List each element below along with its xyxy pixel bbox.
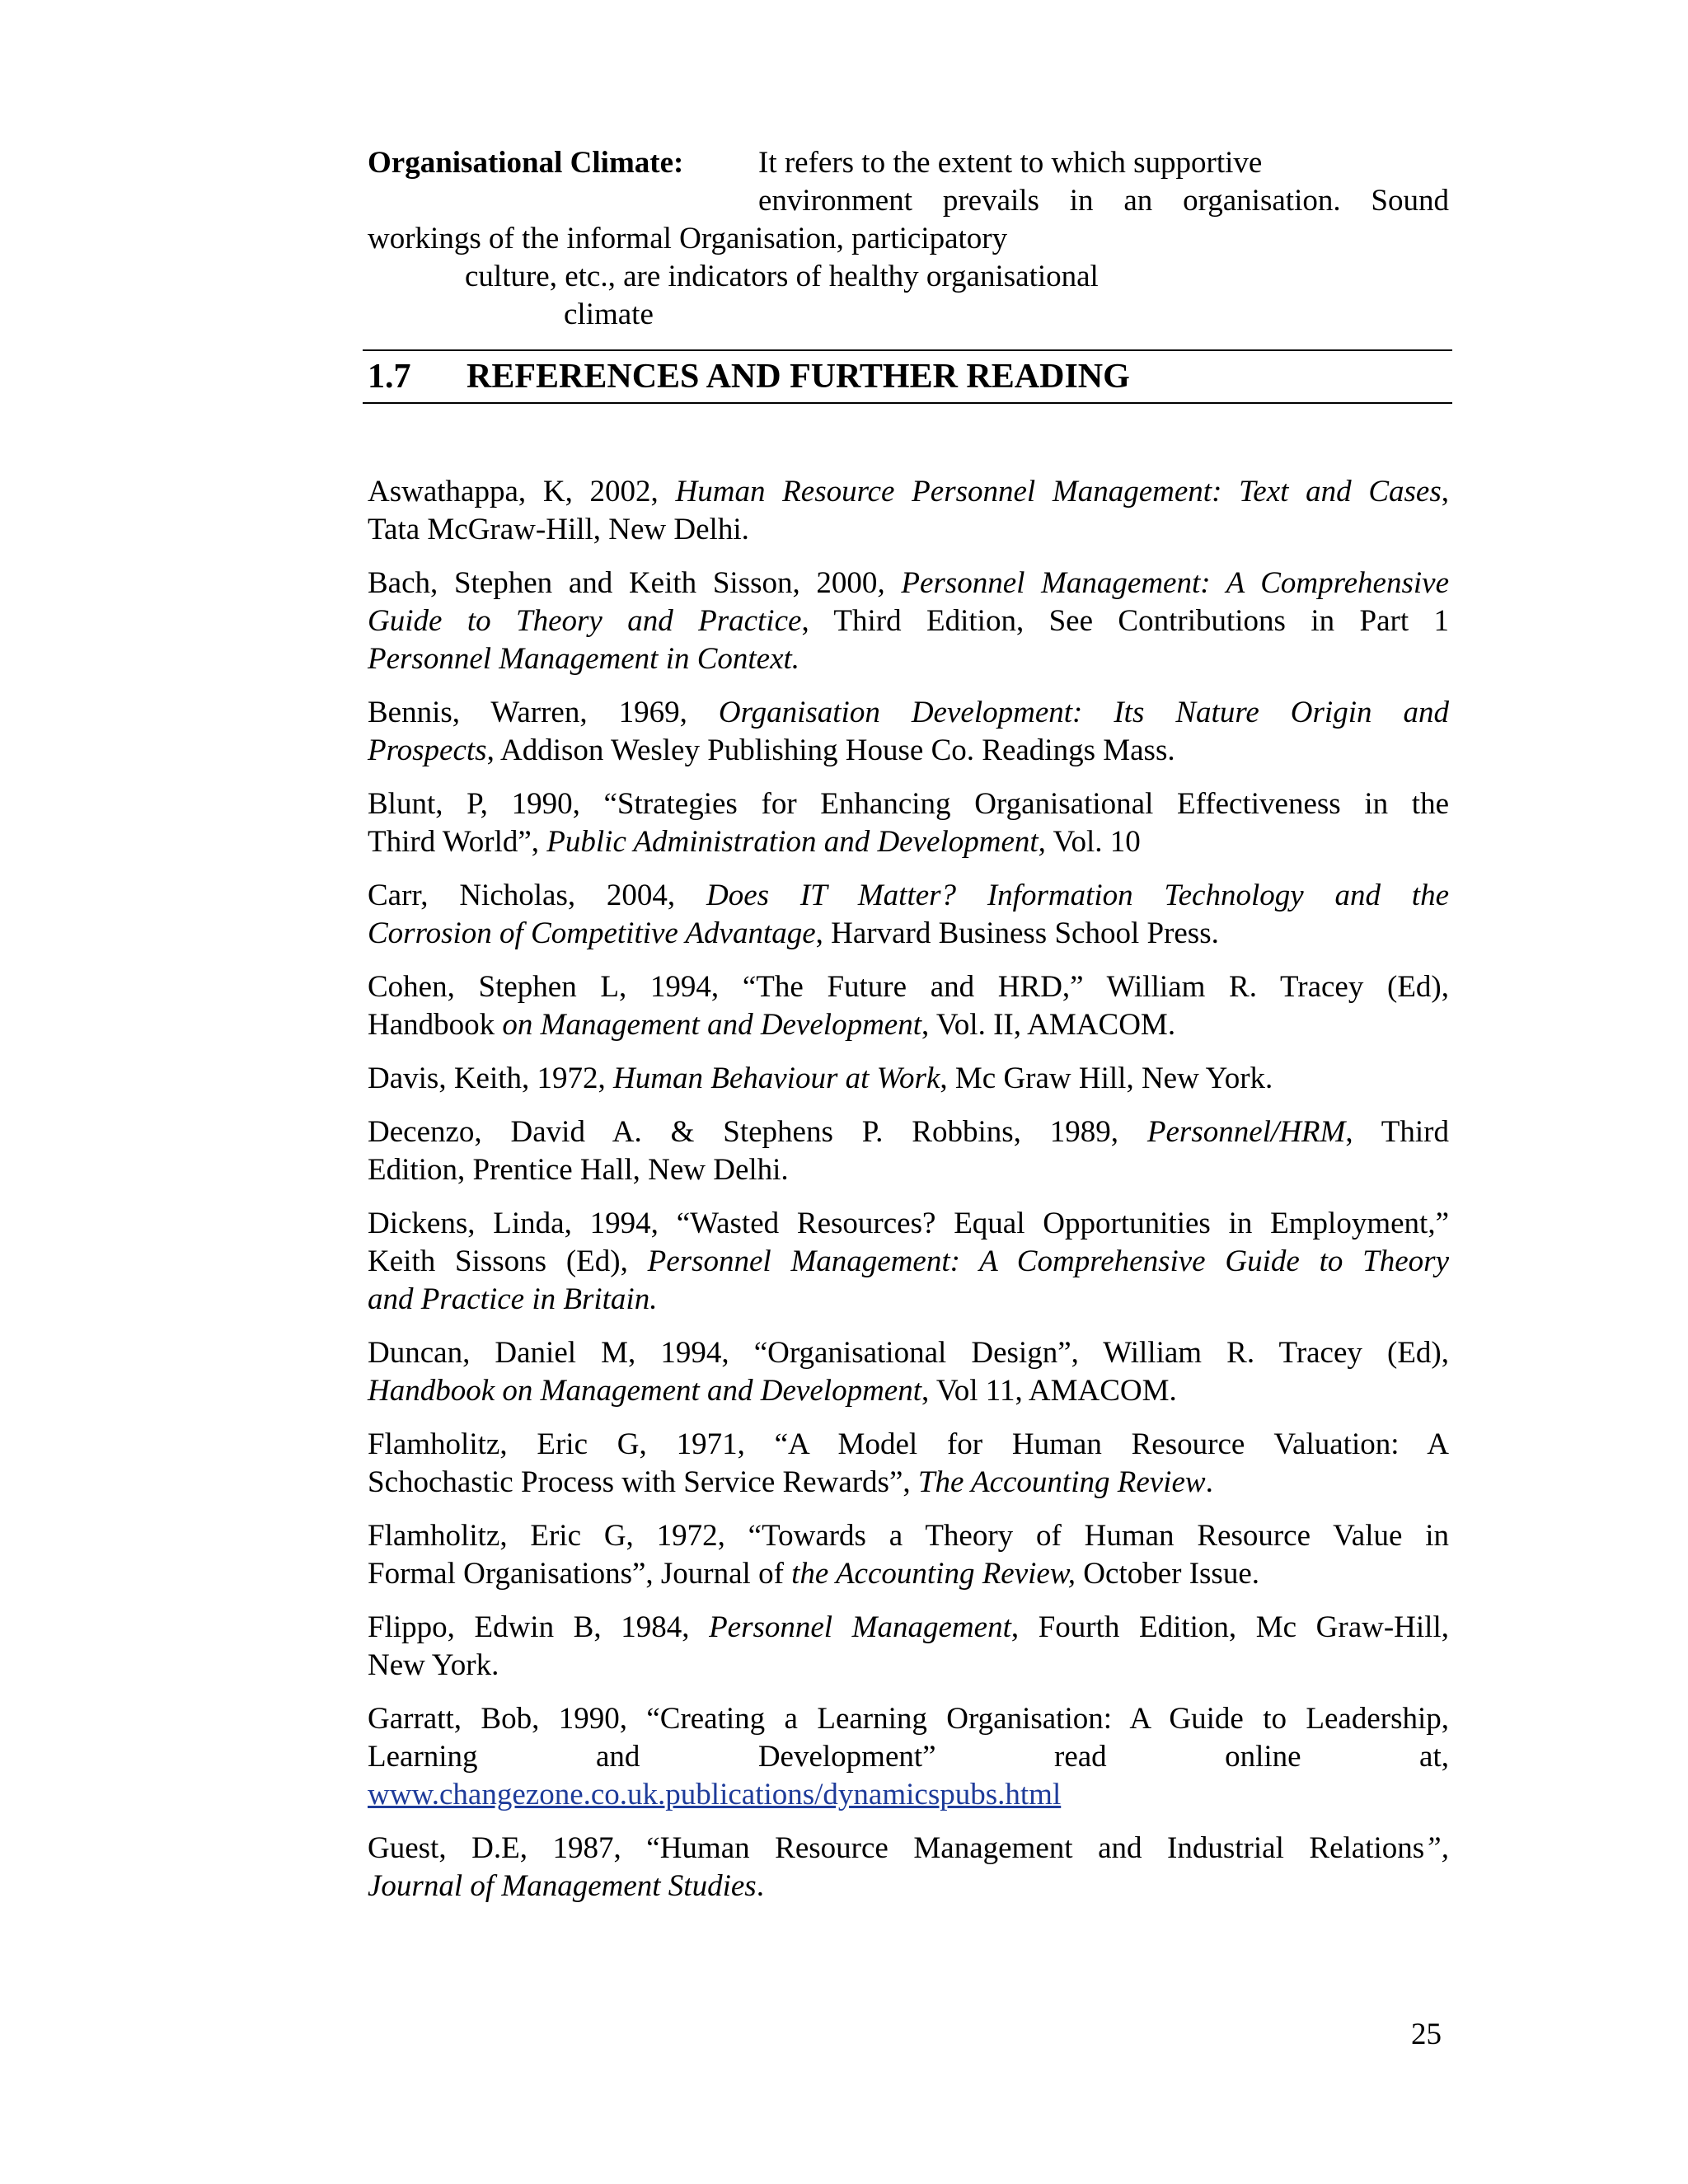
- reference-url-link[interactable]: www.changezone.co.uk.publications/dynamicspubs.html: [368, 1778, 1062, 1811]
- glossary-definition-line: workings of the informal Organisation, participatory: [368, 222, 1008, 255]
- reference-line: [368, 915, 1449, 953]
- section-number: 1.7: [368, 358, 411, 396]
- reference-text: , Vol. II, AMACOM.: [921, 1008, 1176, 1042]
- reference-item: [368, 1113, 1449, 1189]
- reference-text: Formal Organisations”, Journal of: [368, 1557, 792, 1591]
- reference-text: Third World”,: [368, 825, 547, 859]
- reference-text: , Vol 11, AMACOM.: [921, 1374, 1177, 1408]
- reference-line: [368, 1113, 1449, 1151]
- reference-italic-text: Guide to Theory and Practice: [368, 604, 802, 638]
- reference-line: [368, 1647, 1449, 1685]
- reference-line: [368, 732, 1449, 770]
- reference-line: [368, 694, 1449, 732]
- reference-italic-text: Human Behaviour at Work: [613, 1062, 940, 1095]
- reference-item: [368, 968, 1449, 1044]
- reference-italic-text: ”,: [1424, 1831, 1449, 1865]
- reference-line: [368, 1060, 1449, 1098]
- reference-item: [368, 1205, 1449, 1319]
- reference-text: Cohen, Stephen L, 1994, “The Future and HRD,” William R. Tracey (Ed),: [368, 970, 1449, 1004]
- reference-line: [368, 1205, 1449, 1243]
- reference-text: Bach, Stephen and Keith Sisson, 2000: [368, 566, 878, 600]
- reference-line: [368, 1151, 1449, 1189]
- reference-line: [368, 1830, 1449, 1868]
- reference-italic-text: The Accounting Review: [917, 1465, 1206, 1499]
- glossary-definition-line: climate: [564, 298, 654, 331]
- reference-text: Dickens, Linda, 1994, “Wasted Resources? Equal Opportunities in Employment,”: [368, 1207, 1449, 1240]
- reference-text: Learning and Development” read online at,: [368, 1740, 1449, 1774]
- reference-line: [368, 1555, 1449, 1593]
- reference-italic-text: , Personnel Management: A Comprehensive: [877, 566, 1449, 600]
- reference-text: Tata McGraw-Hill, New Delhi.: [368, 513, 749, 546]
- glossary-definition-line: environment prevails in an organisation. Sound: [758, 184, 1449, 218]
- reference-line: [368, 785, 1449, 823]
- reference-line: [368, 968, 1449, 1006]
- reference-text: Decenzo, David A. & Stephens P. Robbins, 1989,: [368, 1115, 1147, 1149]
- reference-line: [368, 473, 1449, 511]
- reference-line: [368, 1334, 1449, 1372]
- reference-text: .: [1205, 1465, 1213, 1499]
- reference-text: Guest, D.E, 1987, “Human Resource Management and Industrial Relations: [368, 1831, 1425, 1865]
- reference-text: Aswathappa, K, 2002,: [368, 475, 676, 509]
- reference-line: [368, 1372, 1449, 1410]
- reference-line: [368, 565, 1449, 602]
- reference-text: Keith Sissons (Ed),: [368, 1244, 648, 1278]
- reference-line: [368, 1243, 1449, 1281]
- reference-italic-text: Does IT Matter? Information Technology and the: [706, 879, 1449, 912]
- reference-italic-text: Personnel Management: [709, 1610, 1011, 1644]
- reference-text: Davis, Keith, 1972,: [368, 1062, 614, 1095]
- reference-italic-text: Handbook on Management and Development: [368, 1374, 921, 1408]
- reference-text: October Issue.: [1076, 1557, 1259, 1591]
- reference-text: ,: [1441, 475, 1450, 509]
- reference-text: , Harvard Business School Press.: [815, 916, 1219, 950]
- reference-text: Garratt, Bob, 1990, “Creating a Learning Organisation: A Guide to Leadership,: [368, 1702, 1449, 1736]
- reference-list: [368, 473, 1449, 1921]
- reference-italic-text: Organisation Development: Its Nature Origin and: [718, 696, 1449, 729]
- glossary-first-row: [368, 144, 1449, 182]
- reference-italic-text: Journal of Management Studies: [368, 1869, 757, 1903]
- reference-text: , Third Edition, See Contributions in Part 1: [801, 604, 1449, 638]
- reference-line: [368, 1464, 1449, 1502]
- reference-item: [368, 785, 1449, 861]
- reference-line: [368, 877, 1449, 915]
- reference-line: [368, 1738, 1449, 1776]
- reference-text: , Fourth Edition, Mc Graw-Hill,: [1010, 1610, 1449, 1644]
- reference-item: [368, 877, 1449, 953]
- reference-text: Handbook: [368, 1008, 503, 1042]
- reference-text: Bennis, Warren, 1969,: [368, 696, 719, 729]
- reference-text: Edition, Prentice Hall, New Delhi.: [368, 1153, 789, 1187]
- reference-text: Schochastic Process with Service Rewards”,: [368, 1465, 918, 1499]
- reference-italic-text: Personnel Management in Context.: [368, 642, 800, 676]
- reference-italic-text: Personnel Management: A Comprehensive Guide to Theory: [647, 1244, 1450, 1278]
- reference-line: [368, 1006, 1449, 1044]
- section-title: REFERENCES AND FURTHER READING: [467, 358, 1130, 396]
- reference-item: [368, 1334, 1449, 1410]
- reference-item: [368, 1426, 1449, 1502]
- reference-item: [368, 1517, 1449, 1593]
- reference-text: New York.: [368, 1648, 499, 1682]
- reference-text: Flamholitz, Eric G, 1972, “Towards a Theory of Human Resource Value in: [368, 1519, 1449, 1553]
- reference-line: [368, 602, 1449, 640]
- reference-line: [368, 1281, 1449, 1319]
- reference-item: [368, 473, 1449, 549]
- reference-line: [368, 1868, 1449, 1905]
- reference-line: [368, 1517, 1449, 1555]
- reference-item: [368, 694, 1449, 770]
- page-number: 25: [1411, 2018, 1442, 2051]
- reference-italic-text: the Accounting Review,: [791, 1557, 1076, 1591]
- reference-italic-text: Personnel/HRM: [1146, 1115, 1346, 1149]
- reference-item: [368, 1700, 1449, 1814]
- reference-item: [368, 1609, 1449, 1685]
- reference-line: [368, 823, 1449, 861]
- reference-item: [368, 1830, 1449, 1905]
- reference-italic-text: Human Resource Personnel Management: Text and Cases: [675, 475, 1442, 509]
- glossary-definition-line: It refers to the extent to which supportive: [758, 146, 1263, 180]
- reference-text: , Mc Graw Hill, New York.: [940, 1062, 1273, 1095]
- reference-text: Duncan, Daniel M, 1994, “Organisational Design”, William R. Tracey (Ed),: [368, 1336, 1449, 1370]
- reference-line: [368, 1426, 1449, 1464]
- reference-italic-text: Public Administration and Development,: [546, 825, 1046, 859]
- reference-italic-text: Corrosion of Competitive Advantage: [368, 916, 816, 950]
- reference-text: , Third: [1345, 1115, 1449, 1149]
- glossary-entry: [368, 144, 1449, 334]
- reference-item: [368, 565, 1449, 678]
- reference-text: .: [756, 1869, 764, 1903]
- reference-text: Flippo, Edwin B, 1984,: [368, 1610, 710, 1644]
- glossary-definition-line: culture, etc., are indicators of healthy organisational: [465, 260, 1099, 293]
- reference-text: , Addison Wesley Publishing House Co. Readings Mass.: [486, 733, 1175, 767]
- reference-line: [368, 1609, 1449, 1647]
- reference-line: [368, 1700, 1449, 1738]
- reference-item: [368, 1060, 1449, 1098]
- reference-text: Blunt, P, 1990, “Strategies for Enhancing Organisational Effectiveness in the: [368, 787, 1449, 821]
- reference-italic-text: and Practice in Britain.: [368, 1282, 658, 1316]
- reference-line: [368, 640, 1449, 678]
- reference-italic-text: Prospects: [368, 733, 487, 767]
- glossary-term: Organisational Climate:: [368, 146, 684, 180]
- reference-line: [368, 1776, 1449, 1814]
- reference-text: Vol. 10: [1045, 825, 1141, 859]
- reference-italic-text: on Management and Development: [502, 1008, 922, 1042]
- reference-line: [368, 511, 1449, 549]
- reference-text: Flamholitz, Eric G, 1971, “A Model for Human Resource Valuation: A: [368, 1427, 1449, 1461]
- section-heading: [363, 349, 1452, 404]
- reference-text: Carr, Nicholas, 2004,: [368, 879, 706, 912]
